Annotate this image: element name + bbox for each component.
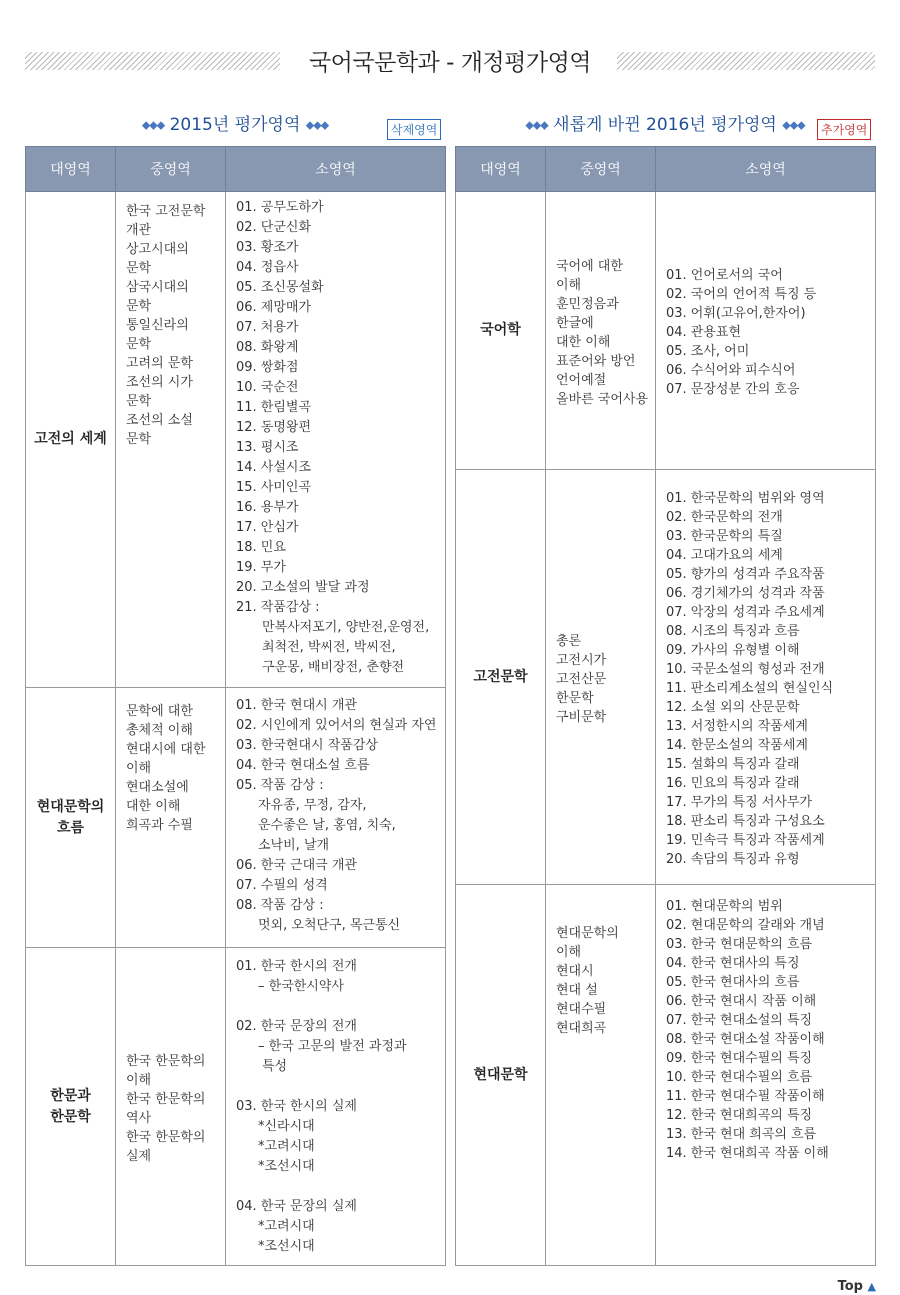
minor-subitem: 구운몽, 배비장전, 춘향전 [262, 660, 405, 675]
mid-item: 한문학 [556, 690, 594, 706]
diamond-icon: ◆◆◆ [782, 118, 805, 132]
mid-item: 현대소설에 [126, 780, 189, 795]
mid-item: 문학 [126, 432, 152, 447]
minor-item: 01. 한국문학의 범위와 영역 [666, 491, 825, 506]
minor-item: 04. 정읍사 [236, 260, 299, 275]
top-link[interactable] [838, 1279, 876, 1294]
table-row [26, 192, 446, 688]
minor-item: 11. 한림별곡 [236, 400, 312, 415]
header-major: 대영역 [456, 147, 546, 192]
major-label: 한문학 [50, 1108, 91, 1125]
major-label: 한문과 [50, 1087, 91, 1104]
minor-item: 11. 한국 현대수필 작품이해 [666, 1089, 825, 1104]
minor-cell [226, 192, 446, 688]
minor-cell [226, 688, 446, 948]
mid-item: 현대문학의 [556, 926, 619, 941]
minor-item: 15. 설화의 특징과 갈래 [666, 757, 800, 772]
mid-cell [546, 470, 656, 885]
minor-item: 19. 무가 [236, 560, 286, 575]
major-cell [26, 192, 116, 688]
mid-item: 올바른 국어사용 [556, 391, 649, 407]
mid-item: 한글에 [556, 315, 594, 331]
minor-item: 16. 용부가 [236, 500, 299, 515]
diamond-icon: ◆◆◆ [141, 118, 165, 132]
minor-cell [226, 948, 446, 1266]
minor-item: 05. 한국 현대사의 흐름 [666, 975, 800, 990]
minor-item: 10. 한국 현대수필의 흐름 [666, 1070, 813, 1085]
minor-item: 12. 소설 외의 산문문학 [666, 700, 800, 715]
minor-item: 10. 국순전 [236, 380, 299, 395]
mid-cell [116, 688, 226, 948]
mid-item: 국어에 대한 [556, 258, 623, 274]
minor-item: 05. 작품 감상 : [236, 778, 324, 793]
minor-item: 03. 한국문학의 특질 [666, 529, 783, 544]
minor-subitem: 특성 [262, 1059, 288, 1074]
minor-item: 05. 조신몽설화 [236, 280, 324, 295]
minor-item: 01. 한국 현대시 개관 [236, 698, 357, 713]
minor-item: 16. 민요의 특징과 갈래 [666, 776, 800, 791]
minor-item: 08. 작품 감상 : [236, 898, 324, 913]
minor-item: 14. 한국 현대희곡 작품 이해 [666, 1146, 829, 1161]
mid-item: 역사 [126, 1110, 152, 1126]
minor-cell [656, 192, 876, 470]
top-link-label: Top [837, 1279, 863, 1294]
mid-item: 현대시에 대한 [126, 742, 206, 757]
minor-subitem: *고려시대 [258, 1139, 315, 1154]
mid-item: 한국 한문학의 [126, 1053, 206, 1069]
minor-item: 02. 현대문학의 갈래와 개념 [666, 918, 825, 933]
mid-item: 문학 [126, 394, 152, 409]
major-cell [456, 192, 546, 470]
mid-item: 이해 [556, 945, 582, 960]
minor-item: 04. 한국 현대소설 흐름 [236, 758, 370, 773]
major-label: 흐름 [56, 819, 85, 836]
minor-item: 07. 문장성분 간의 호응 [666, 382, 800, 397]
section-heading-2016-label: 새롭게 바뀐 2016년 평가영역 [553, 115, 777, 135]
minor-subitem: 만복사저포기, 양반전,운영전, [262, 620, 430, 635]
mid-item: 고전산문 [556, 671, 607, 687]
mid-item: 조선의 시가 [126, 375, 193, 390]
minor-item: 18. 민요 [236, 540, 286, 555]
page-title-bar [25, 44, 875, 80]
mid-cell [116, 948, 226, 1266]
mid-item: 문학 [126, 299, 152, 314]
mid-item: 문학 [126, 337, 152, 352]
minor-cell [656, 885, 876, 1266]
minor-item: 12. 동명왕편 [236, 420, 312, 435]
major-label: 고전의 세계 [34, 431, 107, 447]
minor-item: 02. 단군신화 [236, 220, 312, 235]
mid-item: 총론 [556, 633, 582, 649]
major-cell [26, 688, 116, 948]
mid-item: 삼국시대의 [126, 280, 189, 295]
minor-item: 06. 한국 근대극 개관 [236, 858, 357, 873]
minor-item: 15. 사미인곡 [236, 480, 312, 495]
minor-item: 02. 시인에게 있어서의 현실과 자연 [236, 718, 437, 733]
minor-item: 06. 한국 현대시 작품 이해 [666, 994, 817, 1009]
mid-item: 통일신라의 [126, 318, 189, 333]
minor-item: 08. 시조의 특징과 흐름 [666, 624, 800, 639]
minor-subitem: – 한국한시약사 [258, 979, 344, 994]
minor-item: 08. 화왕계 [236, 340, 299, 355]
minor-subitem: 운수좋은 날, 홍염, 치숙, [258, 818, 396, 833]
section-heading-2016 [455, 110, 875, 140]
minor-item: 06. 수식어와 피수식어 [666, 363, 796, 378]
minor-item: 03. 한국 현대문학의 흐름 [666, 937, 813, 952]
minor-subitem: *조선시대 [258, 1239, 315, 1254]
minor-subitem: 자유종, 무정, 감자, [258, 798, 367, 813]
table-row [456, 192, 876, 470]
mid-item: 현대희곡 [556, 1021, 607, 1036]
minor-item: 03. 황조가 [236, 240, 299, 255]
mid-item: 이해 [126, 1072, 152, 1088]
minor-item: 20. 고소설의 발달 과정 [236, 580, 370, 595]
minor-item: 07. 처용가 [236, 320, 299, 335]
mid-item: 대한 이해 [126, 799, 181, 814]
table-header-row [456, 147, 876, 192]
mid-item: 한국 한문학의 [126, 1129, 206, 1145]
minor-item: 18. 판소리 특징과 구성요소 [666, 814, 825, 829]
mid-item: 훈민정음과 [556, 296, 619, 312]
table-row [26, 948, 446, 1266]
minor-item: 12. 한국 현대희곡의 특징 [666, 1108, 813, 1123]
minor-item: 01. 한국 한시의 전개 [236, 959, 357, 974]
deleted-area-badge: 삭제영역 [387, 119, 441, 140]
major-label: 국어학 [480, 322, 521, 338]
table-2016 [455, 146, 876, 1266]
major-label: 고전문학 [473, 668, 528, 685]
minor-subitem: *고려시대 [258, 1219, 315, 1234]
minor-item: 03. 한국 한시의 실제 [236, 1099, 357, 1114]
arrow-up-icon: ▲ [867, 1280, 876, 1293]
minor-subitem: – 한국 고문의 발전 과정과 [258, 1039, 407, 1054]
minor-item: 09. 한국 현대수필의 특징 [666, 1051, 813, 1066]
minor-item: 09. 쌍화점 [236, 360, 299, 375]
mid-item: 실제 [126, 1148, 152, 1164]
mid-item: 고전시가 [556, 652, 607, 668]
mid-item: 문학에 대한 [126, 704, 193, 719]
minor-item: 13. 한국 현대 희곡의 흐름 [666, 1127, 817, 1142]
minor-item: 19. 민속극 특징과 작품세계 [666, 833, 825, 848]
header-minor: 소영역 [226, 147, 446, 192]
mid-cell [116, 192, 226, 688]
minor-item: 04. 한국 문장의 실제 [236, 1199, 357, 1214]
minor-item: 04. 고대가요의 세계 [666, 548, 783, 563]
major-cell [456, 885, 546, 1266]
minor-list [236, 198, 442, 678]
minor-item: 04. 관용표현 [666, 325, 742, 340]
mid-item: 희곡과 수필 [126, 818, 193, 833]
major-label: 현대문학의 [36, 798, 105, 815]
mid-item: 구비문학 [556, 709, 607, 725]
minor-item: 06. 제망매가 [236, 300, 312, 315]
mid-item: 현대 설 [556, 983, 598, 998]
mid-item: 상고시대의 [126, 242, 189, 257]
mid-item: 조선의 소설 [126, 413, 193, 428]
minor-item: 02. 한국문학의 전개 [666, 510, 783, 525]
table-2015 [25, 146, 446, 1266]
mid-item: 표준어와 방언 [556, 353, 636, 369]
minor-list [236, 957, 442, 1257]
minor-item: 01. 공무도하가 [236, 200, 324, 215]
minor-item: 06. 경기체가의 성격과 작품 [666, 586, 825, 601]
minor-item: 17. 무가의 특징 서사무가 [666, 795, 813, 810]
added-area-badge: 추가영역 [817, 119, 871, 140]
mid-item: 문학 [126, 261, 152, 276]
minor-item: 14. 한문소설의 작품세계 [666, 738, 808, 753]
minor-item: 13. 서정한시의 작품세계 [666, 719, 808, 734]
header-minor: 소영역 [656, 147, 876, 192]
minor-item: 17. 안심가 [236, 520, 299, 535]
mid-item: 언어예절 [556, 372, 607, 388]
minor-item: 02. 국어의 언어적 특징 등 [666, 287, 817, 302]
table-row [456, 470, 876, 885]
header-mid: 중영역 [546, 147, 656, 192]
minor-cell [656, 470, 876, 885]
table-row [26, 688, 446, 948]
minor-subitem: 멋외, 오척단구, 목근통신 [258, 918, 401, 933]
mid-item: 현대시 [556, 964, 594, 979]
page-title: 국어국문학과 - 개정평가영역 [308, 50, 592, 76]
minor-item: 07. 수필의 성격 [236, 878, 328, 893]
mid-item: 이해 [126, 761, 152, 776]
mid-cell [546, 885, 656, 1266]
minor-item: 01. 현대문학의 범위 [666, 899, 783, 914]
mid-item: 대한 이해 [556, 334, 611, 350]
minor-subitem: 최척전, 박씨전, 박씨전, [262, 640, 396, 655]
minor-item: 04. 한국 현대사의 특징 [666, 956, 800, 971]
minor-item: 20. 속담의 특징과 유형 [666, 852, 800, 867]
diamond-icon: ◆◆◆ [305, 118, 329, 132]
minor-item: 10. 국문소설의 형성과 전개 [666, 662, 825, 677]
minor-item: 09. 가사의 유형별 이해 [666, 643, 800, 658]
minor-subitem: *신라시대 [258, 1119, 315, 1134]
major-cell [456, 470, 546, 885]
mid-item: 고려의 문학 [126, 356, 193, 371]
mid-item: 한국 한문학의 [126, 1091, 206, 1107]
minor-list [236, 696, 442, 936]
minor-item: 14. 사설시조 [236, 460, 312, 475]
section-heading-2015-label: 2015년 평가영역 [169, 115, 301, 135]
minor-item: 02. 한국 문장의 전개 [236, 1019, 357, 1034]
header-major: 대영역 [26, 147, 116, 192]
minor-item: 01. 언어로서의 국어 [666, 268, 783, 283]
minor-item: 11. 판소리계소설의 현실인식 [666, 681, 834, 696]
minor-item: 07. 악장의 성격과 주요세계 [666, 605, 825, 620]
table-header-row [26, 147, 446, 192]
minor-item: 03. 어휘(고유어,한자어) [666, 306, 806, 321]
mid-item: 개관 [126, 223, 152, 238]
minor-item: 13. 평시조 [236, 440, 299, 455]
mid-cell [546, 192, 656, 470]
minor-item: 03. 한국현대시 작품감상 [236, 738, 378, 753]
header-mid: 중영역 [116, 147, 226, 192]
minor-item: 05. 향가의 성격과 주요작품 [666, 567, 825, 582]
minor-item: 07. 한국 현대소설의 특징 [666, 1013, 813, 1028]
mid-item: 총체적 이해 [126, 723, 193, 738]
major-label: 현대문학 [473, 1066, 528, 1083]
minor-item: 21. 작품감상 : [236, 600, 320, 615]
mid-item: 이해 [556, 277, 582, 293]
minor-subitem: 소낙비, 날개 [258, 838, 330, 853]
section-heading-2015 [25, 110, 445, 140]
mid-item: 현대수필 [556, 1002, 607, 1017]
mid-item: 한국 고전문학 [126, 204, 206, 219]
minor-item: 05. 조사, 어미 [666, 344, 750, 359]
minor-item: 08. 한국 현대소설 작품이해 [666, 1032, 825, 1047]
major-cell [26, 948, 116, 1266]
minor-subitem: *조선시대 [258, 1159, 315, 1174]
table-row [456, 885, 876, 1266]
diamond-icon: ◆◆◆ [525, 118, 548, 132]
